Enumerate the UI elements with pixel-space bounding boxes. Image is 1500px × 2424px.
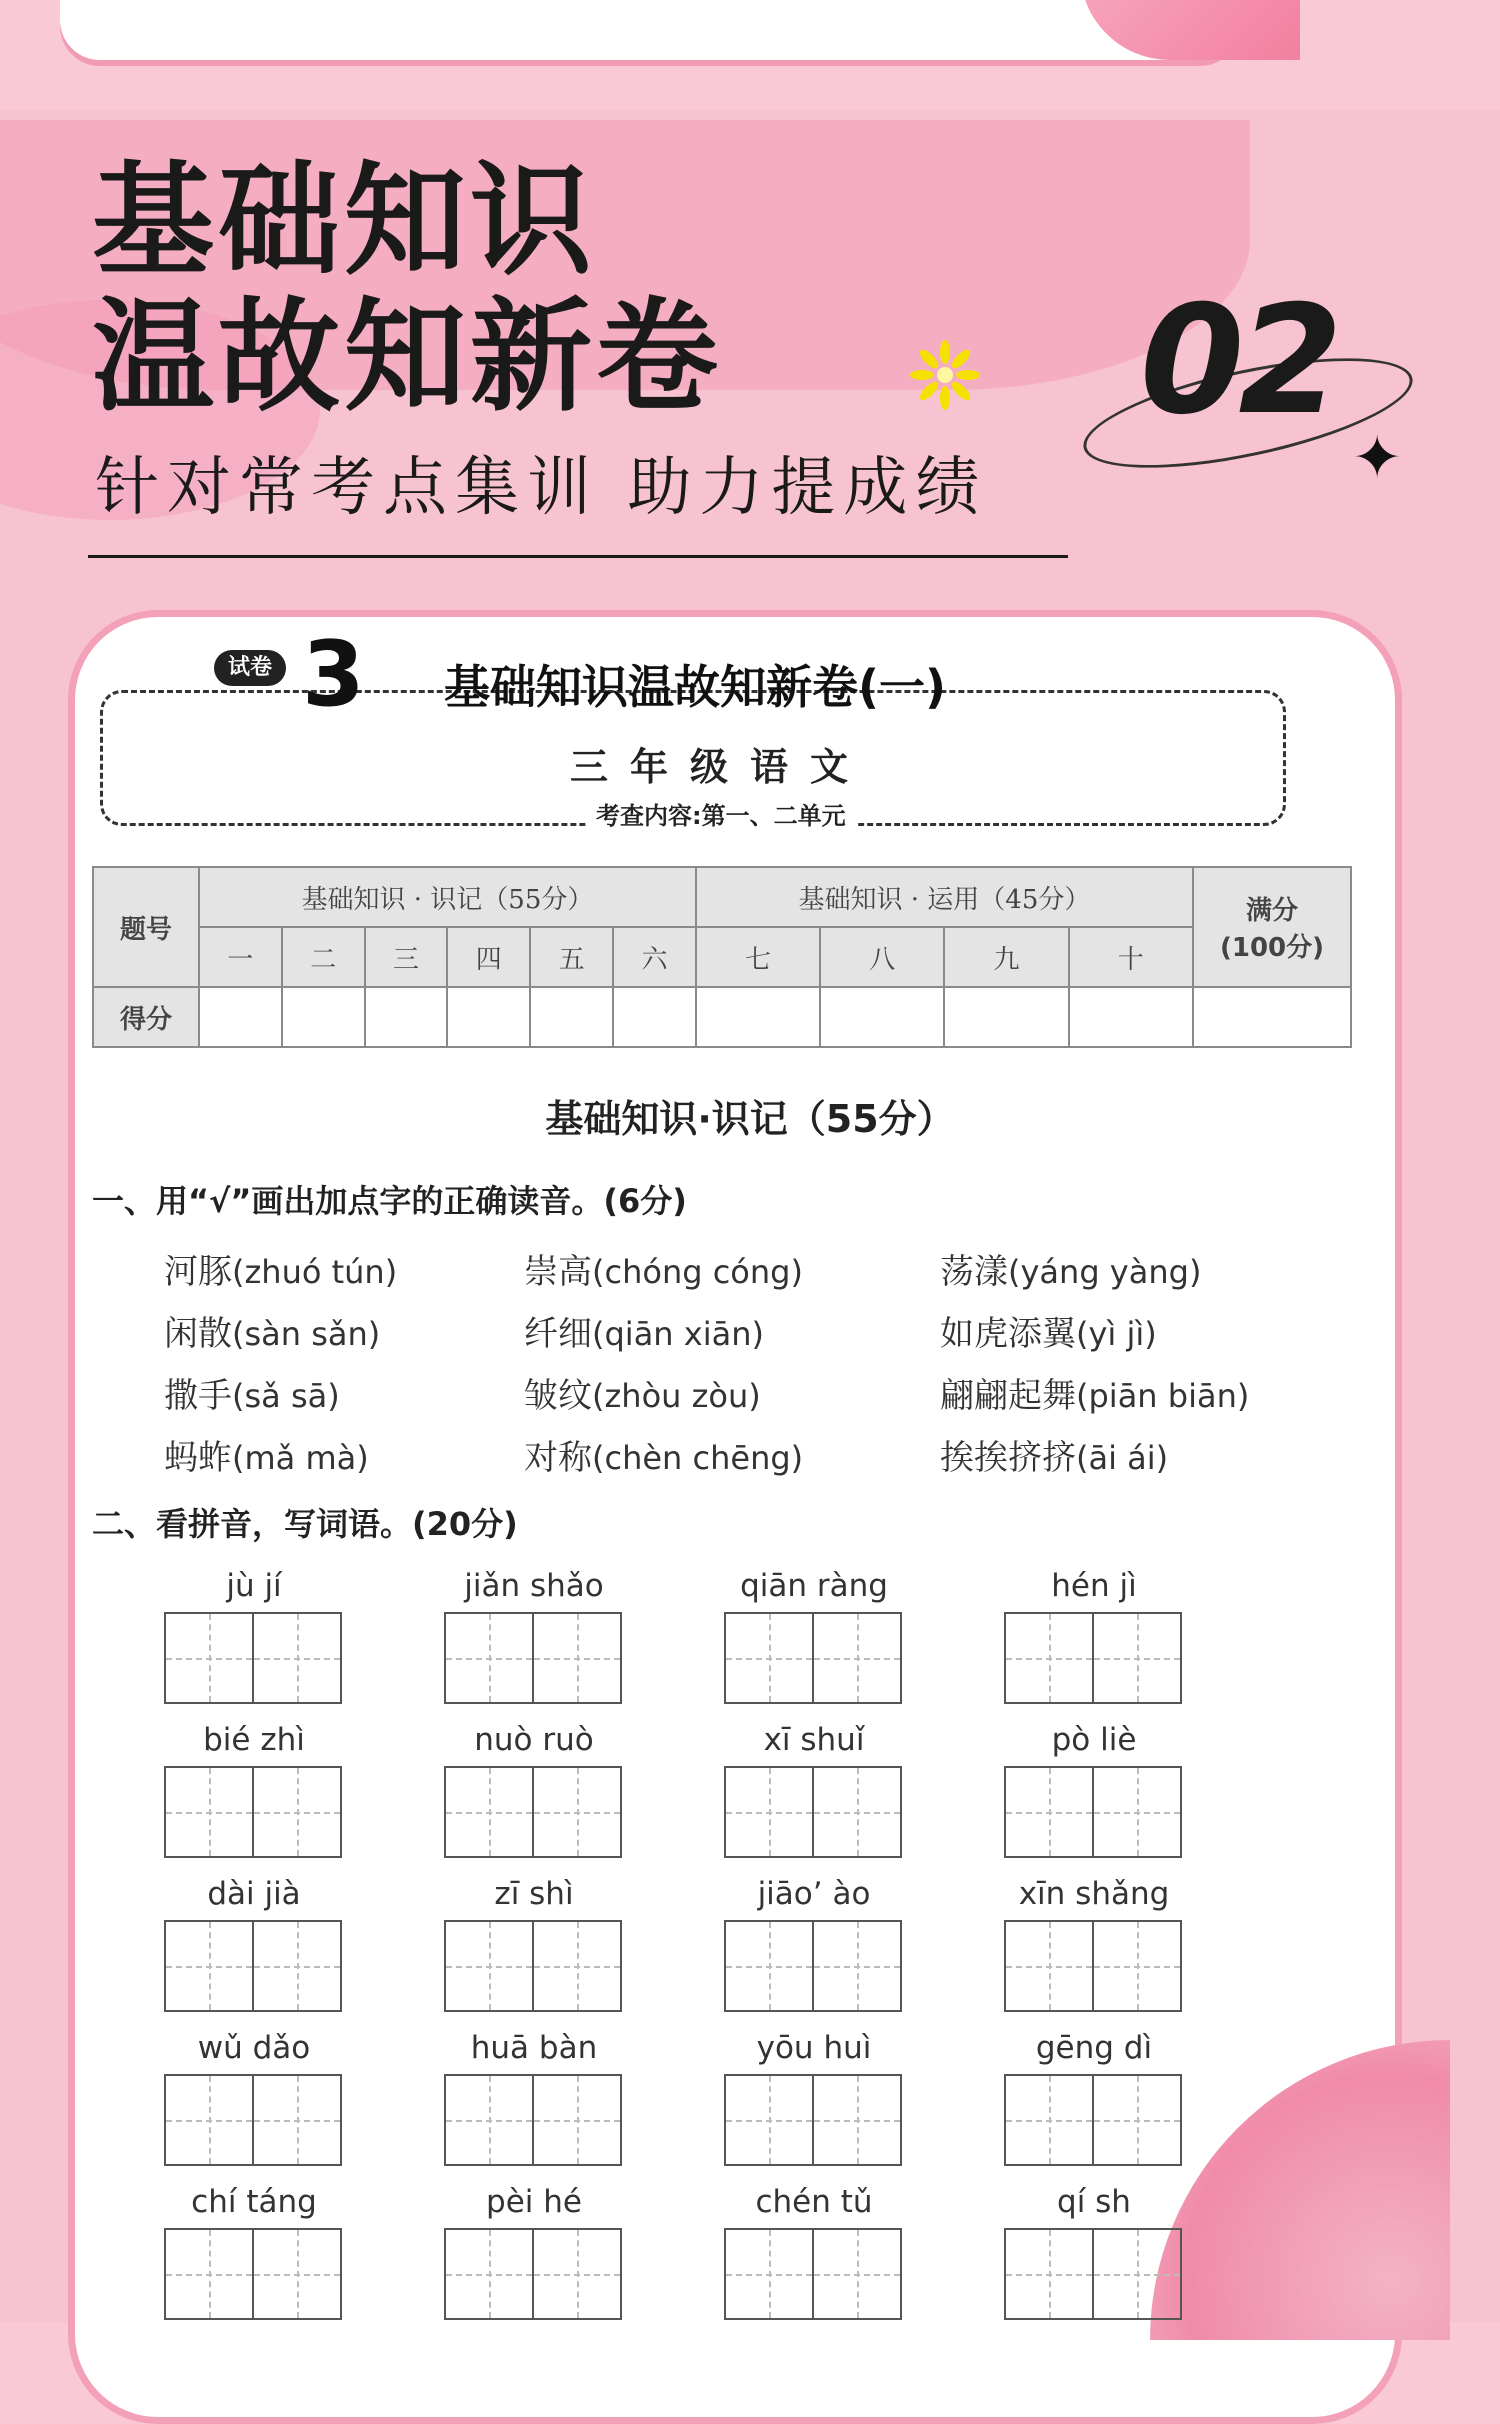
score-cell[interactable]: [365, 987, 448, 1047]
pinyin-text: zī shì: [494, 1876, 574, 1912]
pinyin-cell: [164, 1874, 344, 1914]
score-cell[interactable]: [199, 987, 282, 1047]
reading-pinyin: (yáng yàng): [1008, 1253, 1202, 1291]
score-col: 三: [365, 927, 448, 987]
writing-boxes[interactable]: [444, 1920, 622, 2012]
paper-number: 3: [302, 622, 365, 727]
paper-scope: 考查内容:第一、二单元: [586, 804, 856, 828]
writing-boxes[interactable]: [444, 2228, 622, 2320]
reading-item[interactable]: [524, 1244, 803, 1293]
writing-boxes[interactable]: [164, 1766, 342, 1858]
score-cell[interactable]: [282, 987, 365, 1047]
reading-item[interactable]: [524, 1306, 764, 1355]
writing-boxes[interactable]: [1004, 2228, 1182, 2320]
pinyin-cell: [444, 1874, 624, 1914]
reading-item[interactable]: [524, 1368, 761, 1417]
score-col: 四: [447, 927, 530, 987]
top-card: [60, 0, 1240, 60]
score-row-label: 得分: [93, 987, 199, 1047]
score-total-label: 满分: [1245, 896, 1298, 926]
flower-icon: [910, 340, 980, 410]
writing-boxes[interactable]: [724, 2228, 902, 2320]
reading-item[interactable]: [164, 1244, 397, 1293]
reading-item[interactable]: [164, 1430, 369, 1479]
page-subtitle: 针对常考点集训 助力提成绩: [95, 451, 988, 525]
writing-boxes[interactable]: [444, 1612, 622, 1704]
pinyin-cell: [164, 1566, 344, 1606]
score-col: 二: [282, 927, 365, 987]
writing-boxes[interactable]: [164, 1920, 342, 2012]
reading-item[interactable]: [164, 1368, 340, 1417]
pinyin-text: qí sh: [1057, 2184, 1131, 2220]
score-col: 七: [696, 927, 820, 987]
reading-item[interactable]: [940, 1368, 1249, 1417]
writing-boxes[interactable]: [724, 1766, 902, 1858]
reading-item[interactable]: [940, 1306, 1157, 1355]
reading-pinyin: (piān biān): [1076, 1377, 1250, 1415]
pinyin-text: jù jí: [226, 1568, 282, 1604]
writing-boxes[interactable]: [444, 1766, 622, 1858]
score-col: 九: [944, 927, 1068, 987]
reading-pinyin: (chèn chēng): [592, 1439, 804, 1477]
writing-boxes[interactable]: [724, 1920, 902, 2012]
reading-item[interactable]: [524, 1430, 803, 1479]
pinyin-cell: [1004, 1874, 1184, 1914]
paper-badge: 试卷: [214, 650, 286, 686]
writing-boxes[interactable]: [164, 2228, 342, 2320]
pinyin-text: dài jià: [207, 1876, 301, 1912]
reading-word: 挨挨挤挤: [940, 1438, 1076, 1478]
score-table-label: 题号: [93, 867, 199, 987]
pinyin-cell: [1004, 1566, 1184, 1606]
question2-label: 二、看拼音，写词语。(20分): [92, 1505, 518, 1543]
score-table-group2: 基础知识 · 运用（45分）: [696, 867, 1193, 927]
pinyin-text: chén tǔ: [755, 2184, 873, 2220]
volume-number: 02: [1140, 274, 1337, 448]
score-cell[interactable]: [820, 987, 944, 1047]
reading-word: 崇高: [524, 1252, 592, 1292]
reading-word: 皱纹: [524, 1376, 592, 1416]
pinyin-text: jiāo’ ào: [757, 1876, 871, 1912]
score-cell[interactable]: [530, 987, 613, 1047]
pinyin-text: xī shuǐ: [763, 1722, 865, 1758]
pinyin-text: yōu huì: [756, 2030, 872, 2066]
pinyin-text: gēng dì: [1035, 2030, 1153, 2066]
pinyin-text: bié zhì: [203, 1722, 305, 1758]
reading-word: 翩翩起舞: [940, 1376, 1076, 1416]
reading-word: 荡漾: [940, 1252, 1008, 1292]
score-cell[interactable]: [944, 987, 1068, 1047]
reading-word: 纤细: [524, 1314, 592, 1354]
reading-word: 闲散: [164, 1314, 232, 1354]
pinyin-cell: [444, 1566, 624, 1606]
reading-pinyin: (qiān xiān): [592, 1315, 764, 1353]
question1-label: 一、用“√”画出加点字的正确读音。(6分): [92, 1182, 687, 1220]
reading-pinyin: (yì jì): [1076, 1315, 1157, 1353]
score-cell[interactable]: [447, 987, 530, 1047]
pinyin-cell: [724, 1566, 904, 1606]
pinyin-text: xīn shǎng: [1018, 1876, 1170, 1912]
score-total-value: (100分): [1219, 933, 1325, 963]
page-title-line1: 基础知识: [92, 150, 596, 292]
score-cell[interactable]: [1069, 987, 1193, 1047]
pinyin-text: qiān ràng: [740, 1568, 888, 1604]
reading-pinyin: (sǎ sā): [232, 1377, 340, 1415]
score-cell[interactable]: [696, 987, 820, 1047]
paper-title: 基础知识温故知新卷(一): [444, 660, 947, 714]
reading-pinyin: (zhòu zòu): [592, 1377, 761, 1415]
writing-boxes[interactable]: [164, 1612, 342, 1704]
pinyin-cell: [164, 2182, 344, 2222]
pinyin-cell: [444, 2182, 624, 2222]
writing-boxes[interactable]: [1004, 1766, 1182, 1858]
writing-boxes[interactable]: [1004, 2074, 1182, 2166]
score-col: 五: [530, 927, 613, 987]
reading-item[interactable]: [164, 1306, 380, 1355]
score-col: 八: [820, 927, 944, 987]
writing-boxes[interactable]: [1004, 1920, 1182, 2012]
pinyin-text: jiǎn shǎo: [464, 1568, 604, 1604]
paper-grade: 三年级语文: [570, 745, 871, 789]
pinyin-text: huā bàn: [470, 2030, 598, 2066]
reading-item[interactable]: [940, 1430, 1168, 1479]
score-col: 一: [199, 927, 282, 987]
pinyin-text: pò liè: [1051, 1722, 1137, 1758]
pinyin-cell: [164, 2028, 344, 2068]
reading-pinyin: (zhuó tún): [232, 1253, 398, 1291]
reading-pinyin: (āi ái): [1076, 1439, 1169, 1477]
sparkle-icon: ✦: [1352, 423, 1403, 493]
score-table-total: [1193, 867, 1351, 987]
pinyin-text: pèi hé: [486, 2184, 582, 2220]
score-cell[interactable]: [613, 987, 696, 1047]
pinyin-cell: [724, 1720, 904, 1760]
reading-pinyin: (chóng cóng): [592, 1253, 803, 1291]
reading-word: 蚂蚱: [164, 1438, 232, 1478]
pinyin-cell: [444, 2028, 624, 2068]
pinyin-cell: [164, 1720, 344, 1760]
reading-pinyin: (sàn sǎn): [232, 1315, 381, 1353]
reading-item[interactable]: [940, 1244, 1201, 1293]
pinyin-cell: [1004, 2182, 1184, 2222]
reading-word: 如虎添翼: [940, 1314, 1076, 1354]
reading-word: 撒手: [164, 1376, 232, 1416]
score-col: 六: [613, 927, 696, 987]
writing-boxes[interactable]: [724, 2074, 902, 2166]
writing-boxes[interactable]: [164, 2074, 342, 2166]
score-table-group1: 基础知识 · 识记（55分）: [199, 867, 696, 927]
pinyin-cell: [1004, 1720, 1184, 1760]
writing-boxes[interactable]: [444, 2074, 622, 2166]
pinyin-text: wǔ dǎo: [197, 2030, 311, 2066]
pinyin-text: chí táng: [191, 2184, 317, 2220]
page-title-line2: 温故知新卷: [92, 286, 722, 428]
score-table: [92, 866, 1352, 1048]
pinyin-cell: [724, 2028, 904, 2068]
pinyin-cell: [444, 1720, 624, 1760]
reading-word: 河豚: [164, 1252, 232, 1292]
reading-word: 对称: [524, 1438, 592, 1478]
pinyin-text: hén jì: [1051, 1568, 1137, 1604]
pinyin-text: nuò ruò: [474, 1722, 594, 1758]
writing-boxes[interactable]: [1004, 1612, 1182, 1704]
pinyin-cell: [724, 1874, 904, 1914]
writing-boxes[interactable]: [724, 1612, 902, 1704]
section-title: 基础知识·识记（55分）: [545, 1097, 955, 1141]
pinyin-cell: [724, 2182, 904, 2222]
reading-pinyin: (mǎ mà): [232, 1439, 369, 1477]
subtitle-underline: [88, 555, 1068, 558]
score-col: 十: [1069, 927, 1193, 987]
pinyin-cell: [1004, 2028, 1184, 2068]
score-cell-total[interactable]: [1193, 987, 1351, 1047]
